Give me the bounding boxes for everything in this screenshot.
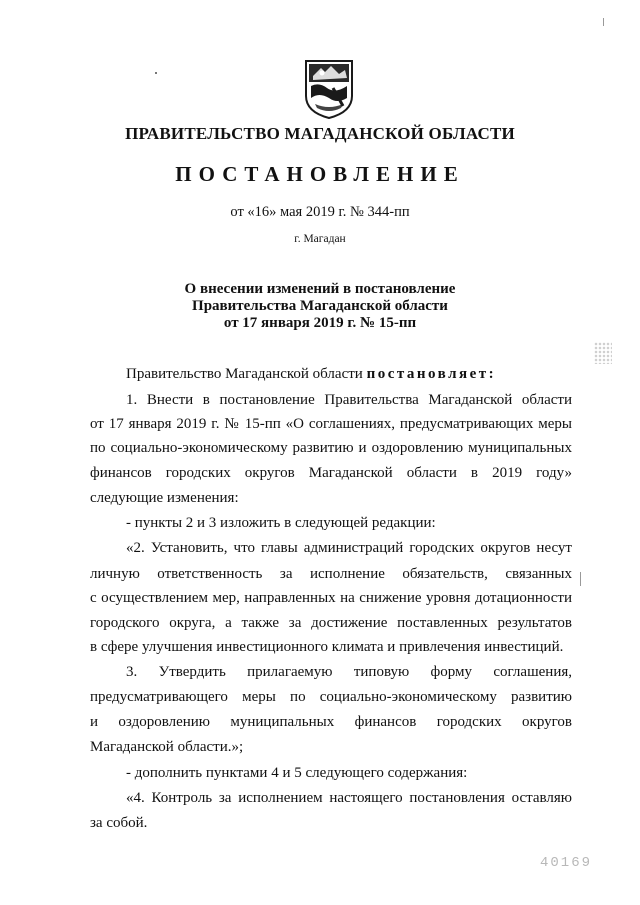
coat-of-arms-emblem (303, 58, 355, 120)
body-line: «2. Установить, что главы администраций городских округов несут (126, 540, 572, 556)
registration-stamp: 40169 (540, 855, 593, 871)
body-line: Магаданской области.»; (90, 739, 244, 755)
body-line: следующие изменения: (90, 490, 239, 506)
document-subject (0, 281, 640, 332)
body-line: - дополнить пунктами 4 и 5 следующего содержания: (126, 765, 468, 781)
scan-speck (580, 572, 581, 586)
subject-line: от 17 января 2019 г. № 15-пп (223, 315, 417, 331)
body-line: городского округа, а также за достижение поставленных результатов (90, 615, 572, 631)
scan-speck (155, 72, 157, 74)
document-type-title: ПОСТАНОВЛЕНИЕ (175, 162, 465, 186)
body-line: предусматривающего меры по социально-экономическому развитию (90, 689, 572, 705)
body-line: в сфере улучшения инвестиционного климата и привлечения инвестиций. (90, 639, 564, 655)
scan-speck (603, 18, 604, 26)
scan-speck (594, 342, 612, 364)
organization-name: ПРАВИТЕЛЬСТВО МАГАДАНСКОЙ ОБЛАСТИ (125, 124, 515, 143)
subject-line: О внесении изменений в постановление (184, 281, 456, 297)
preamble-text: Правительство Магаданской области (126, 366, 363, 382)
body-line: за собой. (90, 815, 148, 831)
body-line: с осуществлением мер, направленных на снижение уровня дотационности (90, 590, 572, 606)
preamble (126, 366, 496, 383)
preamble-verb: постановляет: (366, 366, 497, 382)
body-line: и оздоровлению муниципальных финансов городских округов (90, 714, 572, 730)
subject-line: Правительства Магаданской области (192, 298, 448, 314)
body-line: - пункты 2 и 3 изложить в следующей редакции: (126, 515, 436, 531)
body-line: личную ответственность за исполнение обязательств, связанных (90, 566, 572, 582)
body-line: по социально-экономическому развитию и оздоровлению муниципальных (90, 440, 572, 456)
body-line: 1. Внести в постановление Правительства Магаданской области (126, 392, 572, 408)
document-city: г. Магадан (294, 233, 346, 245)
document-date-number: от «16» мая 2019 г. № 344-пп (230, 204, 410, 220)
body-line: финансов городских округов Магаданской области в 2019 году» (90, 465, 572, 481)
body-line: «4. Контроль за исполнением настоящего постановления оставляю (126, 790, 572, 806)
body-line: 3. Утвердить прилагаемую типовую форму соглашения, (126, 664, 572, 680)
body-line: от 17 января 2019 г. № 15-пп «О соглашениях, предусматривающих меры (90, 416, 572, 432)
